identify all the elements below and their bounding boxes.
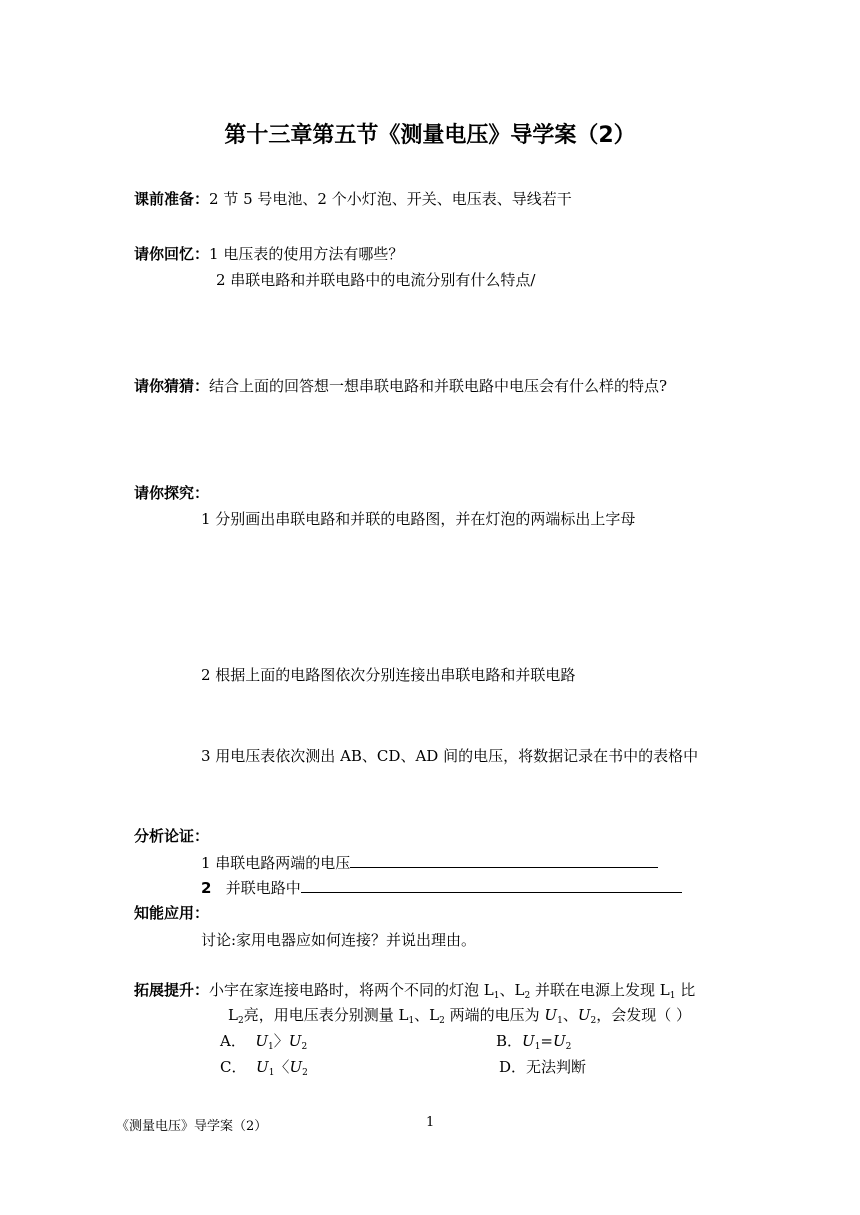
variable-u: U [256,1058,269,1076]
extend-text: L [228,1006,238,1024]
option-d[interactable]: D．无法判断 [499,1058,587,1076]
variable-u: U [553,1032,566,1050]
analysis-item-1 [201,851,658,874]
relation-symbol: 〉 [273,1032,289,1050]
subscript: 2 [524,991,531,1001]
subscript: 1 [493,991,500,1001]
subscript: 1 [268,1042,274,1052]
subscript: 2 [439,1016,445,1026]
variable-u: U [289,1058,303,1076]
extend-text: ，会发现（ ） [596,1006,691,1024]
variable-u: U [288,1032,302,1050]
option-a-prefix: A． [220,1032,246,1050]
apply-text: 讨论:家用电器应如何连接？并说出理由。 [201,931,477,949]
answer-blank-2[interactable] [301,876,682,893]
subscript: 1 [268,1068,275,1078]
extend-text: 小宇在家连接电路时，将两个不同的灯泡 L [209,981,494,999]
explore-label: 请你探究： [134,484,210,502]
analysis-item-1-text: 1 串联电路两端的电压 [201,854,351,872]
page-number: 1 [426,1115,435,1130]
relation-symbol: 〈 [274,1058,290,1076]
variable-u: U [522,1032,535,1050]
recall-q2: 2 串联电路和并联电路中的电流分别有什么特点/ [216,271,536,289]
analysis-label: 分析论证： [134,827,210,845]
variable-u: U [544,1006,558,1024]
guess-section [134,375,667,397]
explore-step-1: 1 分别画出串联电路和并联的电路图，并在灯泡的两端标出上字母 [201,510,636,528]
subscript: 1 [669,991,676,1001]
guess-label: 请你猜猜： [134,377,210,395]
analysis-item-2 [201,876,682,899]
extend-label: 拓展提升： [134,981,210,999]
extend-line-2 [228,1004,691,1032]
extend-text: 、L [414,1006,440,1024]
subscript: 2 [237,1016,244,1026]
guess-text: 结合上面的回答想一想串联电路和并联电路中电压会有什么样的特点? [209,377,668,395]
answer-blank-1[interactable] [350,851,658,868]
subscript: 2 [302,1068,308,1078]
subscript: 2 [301,1042,308,1052]
page-title: 第十三章第五节《测量电压》导学案（2） [224,123,636,148]
extend-text: 、 [562,1006,578,1024]
option-a[interactable] [220,1030,307,1058]
extend-text: 比 [675,981,696,999]
explore-step-3: 3 用电压表依次测出 AB、CD、AD 间的电压，将数据记录在书中的表格中 [201,747,699,765]
variable-u: U [577,1006,591,1024]
extend-text: 、L [499,981,525,999]
subscript: 1 [557,1016,563,1026]
option-b-prefix: B． [496,1032,523,1050]
footer-title: 《测量电压》导学案（2） [116,1119,268,1134]
prep-text: 2 节 5 号电池、2 个小灯泡、开关、电压表、导线若干 [209,190,572,208]
subscript: 1 [408,1016,415,1026]
subscript: 2 [565,1042,572,1052]
subscript: 2 [590,1016,597,1026]
variable-u: U [255,1032,269,1050]
recall-section [134,243,403,265]
extend-text: 两端的电压为 [444,1006,545,1024]
extend-line-1 [134,979,695,1007]
subscript: 1 [534,1042,541,1052]
apply-label: 知能应用： [134,904,210,922]
explore-step-2: 2 根据上面的电路图依次分别连接出串联电路和并联电路 [201,666,576,684]
relation-symbol: = [540,1032,553,1050]
recall-q1: 1 电压表的使用方法有哪些？ [209,245,404,263]
option-b[interactable] [496,1030,571,1058]
prep-section [134,188,572,210]
option-c-prefix: C． [220,1058,247,1076]
analysis-item-2-number: 2 [201,879,212,897]
analysis-item-2-text: 并联电路中 [225,879,301,897]
option-c[interactable] [220,1056,308,1084]
prep-label: 课前准备： [134,190,210,208]
recall-label: 请你回忆： [134,245,210,263]
extend-text: 亮，用电压表分别测量 L [243,1006,409,1024]
extend-text: 并联在电源上发现 L [530,981,670,999]
